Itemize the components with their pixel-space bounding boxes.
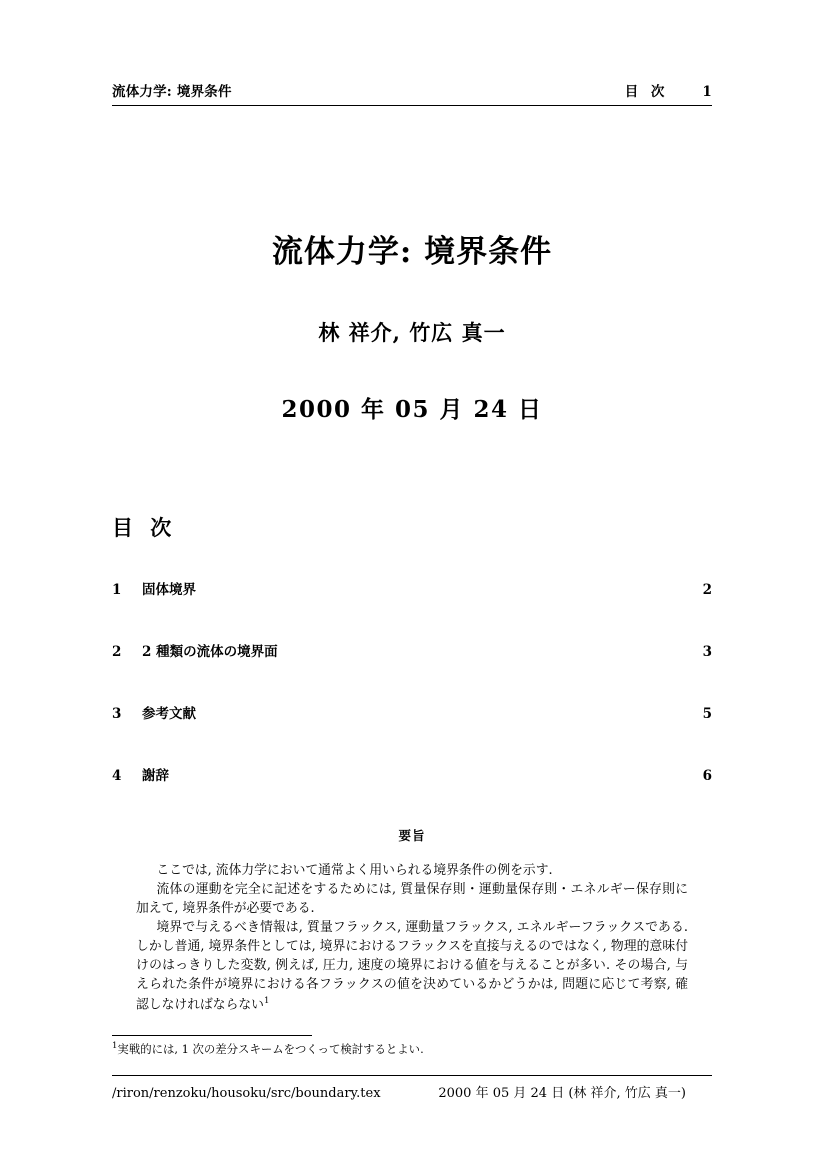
running-header-title: 流体力学: 境界条件 — [112, 84, 232, 100]
abstract-heading: 要旨 — [398, 828, 426, 843]
footnote-rule — [112, 1035, 312, 1036]
toc-entry-label: 固体境界 — [142, 582, 196, 598]
running-header — [112, 80, 712, 106]
toc-entry[interactable] — [112, 764, 712, 784]
toc-entry[interactable] — [112, 702, 712, 722]
toc-entry-number: 2 — [112, 644, 122, 660]
toc-heading: 目 次 — [112, 515, 177, 540]
toc-entry[interactable] — [112, 578, 712, 598]
abstract-paragraph: ここでは, 流体力学において通常よく用いられる境界条件の例を示す. — [156, 863, 553, 878]
toc-entry-number: 1 — [112, 582, 122, 598]
toc-entry-label: 謝辞 — [142, 768, 169, 784]
toc-list — [112, 578, 712, 784]
toc-entry-page: 6 — [702, 768, 712, 784]
toc-entry-page: 3 — [702, 644, 712, 660]
toc-entry-page: 5 — [702, 706, 712, 722]
toc-entry-page: 2 — [702, 582, 712, 598]
document-date: 2000 年 05 月 24 日 — [281, 396, 543, 423]
footer-source-path: /riron/renzoku/housoku/src/boundary.tex — [112, 1086, 381, 1101]
footnote-reference-marker[interactable]: 1 — [263, 995, 270, 1006]
page-body — [112, 80, 712, 1058]
running-header-section: 目 次 — [624, 84, 669, 100]
abstract-paragraph-with-footnote — [136, 919, 688, 1015]
abstract-paragraph: 流体の運動を完全に記述をするためには, 質量保存則・運動量保存則・エネルギー保存則に加えて, 境界条件が必要である. — [136, 881, 688, 916]
running-footer — [112, 1075, 712, 1101]
abstract-paragraph-text: 境界で与えるべき情報は, 質量フラックス, 運動量フラックス, エネルギーフラックスである. しかし普通, 境界条件としては, 境界におけるフラックスを直接与えるのではなく, 物理的意味付けのはっきりした変数, 例えば, 圧力, 速度の境界における値を与えることが多い. その場合, 与えられた条件が境界における各フラックスの値を決めているかどうかは, 問題に応じて考察, 確認しなければならない — [136, 919, 688, 1012]
footnote-text: 実戦的には, 1 次の差分スキームをつくって検討するとよい. — [117, 1041, 424, 1056]
toc-entry-number: 4 — [112, 768, 122, 784]
footnote-marker: 1 — [112, 1040, 118, 1051]
toc-entry-label: 2 種類の流体の境界面 — [142, 644, 278, 660]
abstract-body — [136, 862, 688, 1015]
toc-entry-number: 3 — [112, 706, 122, 722]
toc-entry-label: 参考文献 — [142, 706, 196, 722]
running-header-page-number: 1 — [702, 84, 712, 100]
toc-entry[interactable] — [112, 640, 712, 660]
author-list: 林 祥介, 竹広 真一 — [318, 320, 506, 345]
page-title: 流体力学: 境界条件 — [271, 234, 553, 270]
footer-revision: 2000 年 05 月 24 日 (林 祥介, 竹広 真一) — [438, 1086, 686, 1101]
footnote — [112, 1041, 712, 1058]
